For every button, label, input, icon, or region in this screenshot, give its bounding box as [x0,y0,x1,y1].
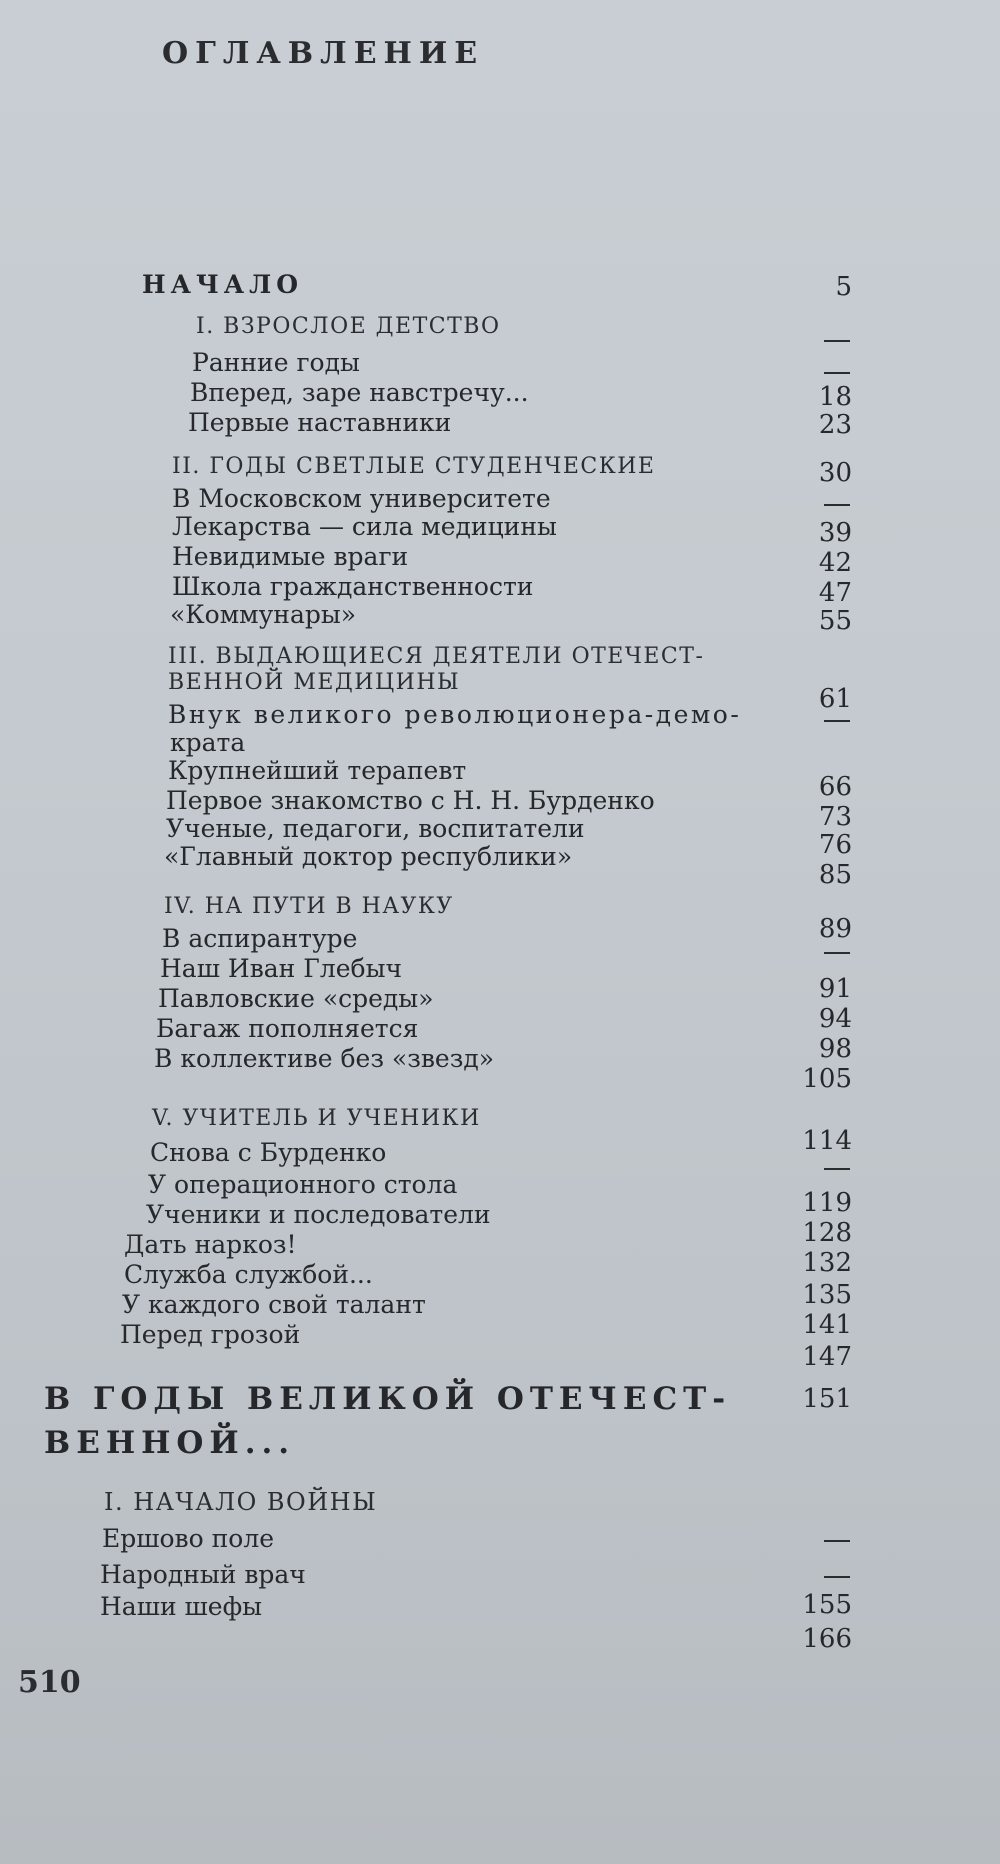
dash-marker [824,720,850,722]
page-ref: 66 [818,772,852,802]
toc-entry: Внук великого революционера-демо- [168,700,742,729]
toc-entry: Павловские «среды» [158,984,434,1013]
page-ref: 155 [802,1590,852,1620]
page-ref: 105 [802,1064,852,1094]
toc-entry: Багаж пополняется [156,1014,419,1043]
page-number: 510 [18,1665,81,1700]
toc-entry: Первые наставники [188,408,452,437]
chapter-heading: III. ВЫДАЮЩИЕСЯ ДЕЯТЕЛИ ОТЕЧЕСТ- [168,644,705,669]
toc-entry: Крупнейший терапевт [168,756,467,785]
page-ref: 119 [802,1188,852,1218]
toc-entry: Дать наркоз! [124,1230,297,1259]
page-ref: 147 [802,1342,852,1372]
page-ref: 30 [818,458,852,488]
toc-entry: Школа гражданственности [172,572,534,601]
page-ref: 18 [818,382,852,412]
part-heading-cont: ВЕННОЙ... [44,1425,296,1461]
page-ref: 39 [818,518,852,548]
part-heading: НАЧАЛО [142,270,304,299]
toc-entry: «Коммунары» [170,600,357,629]
toc-entry: Перед грозой [120,1320,301,1349]
toc-entry: Вперед, заре навстречу... [190,378,529,407]
toc-entry: В аспирантуре [162,924,358,953]
toc-entry: У операционного стола [148,1170,458,1199]
page-ref: 151 [802,1384,852,1414]
page-ref: 94 [818,1004,852,1034]
dash-marker [824,340,850,342]
toc-entry: «Главный доктор республики» [164,842,573,871]
toc-entry: В Московском университете [172,484,551,513]
toc-entry: Первое знакомство с Н. Н. Бурденко [166,786,655,815]
page-ref: 98 [818,1034,852,1064]
page-ref: 42 [818,548,852,578]
page-ref: 73 [818,802,852,832]
page-ref: 135 [802,1280,852,1310]
dash-marker [824,1540,850,1542]
part-heading: В ГОДЫ ВЕЛИКОЙ ОТЕЧЕСТ- [44,1381,732,1417]
page-ref: 128 [802,1218,852,1248]
page-ref: 47 [818,578,852,608]
page-ref: 55 [818,606,852,636]
chapter-heading: V. УЧИТЕЛЬ И УЧЕНИКИ [152,1106,481,1131]
toc-entry: крата [170,728,246,757]
dash-marker [824,504,850,506]
page-ref: 141 [802,1310,852,1340]
page-ref: 76 [818,830,852,860]
chapter-heading: IV. НА ПУТИ В НАУКУ [164,894,454,919]
page-ref: 114 [802,1126,852,1156]
toc-entry: В коллективе без «звезд» [154,1044,495,1073]
toc-entry: Ученики и последователи [146,1200,491,1229]
page-ref: 91 [818,974,852,1004]
toc-entry: У каждого свой талант [122,1290,426,1319]
dash-marker [824,952,850,954]
dash-marker [824,1168,850,1170]
chapter-heading-cont: ВЕННОЙ МЕДИЦИНЫ [168,670,461,695]
page-ref: 85 [818,860,852,890]
toc-entry: Лекарства — сила медицины [172,512,557,541]
dash-marker [824,372,850,374]
chapter-heading: I. НАЧАЛО ВОЙНЫ [104,1488,378,1516]
dash-marker [824,1576,850,1578]
toc-entry: Наш Иван Глебыч [160,954,402,983]
toc-entry: Ранние годы [192,348,360,377]
page-ref: 61 [818,684,852,714]
toc-entry: Наши шефы [100,1592,263,1621]
page-ref: 5 [835,272,852,302]
toc-entry: Снова с Бурденко [150,1138,387,1167]
toc-entry: Народный врач [100,1560,306,1589]
toc-entry: Служба службой... [124,1260,373,1289]
chapter-heading: I. ВЗРОСЛОЕ ДЕТСТВО [196,314,501,339]
page-ref: 89 [818,914,852,944]
toc-entry: Ученые, педагоги, воспитатели [166,814,585,843]
page-ref: 166 [802,1624,852,1654]
page-ref: 132 [802,1248,852,1278]
chapter-heading: II. ГОДЫ СВЕТЛЫЕ СТУДЕНЧЕСКИЕ [172,454,656,479]
toc-entry: Невидимые враги [172,542,409,571]
toc-entry: Ершово поле [102,1524,275,1553]
page-ref: 23 [818,410,852,440]
toc-title: ОГЛАВЛЕНИЕ [162,36,485,71]
